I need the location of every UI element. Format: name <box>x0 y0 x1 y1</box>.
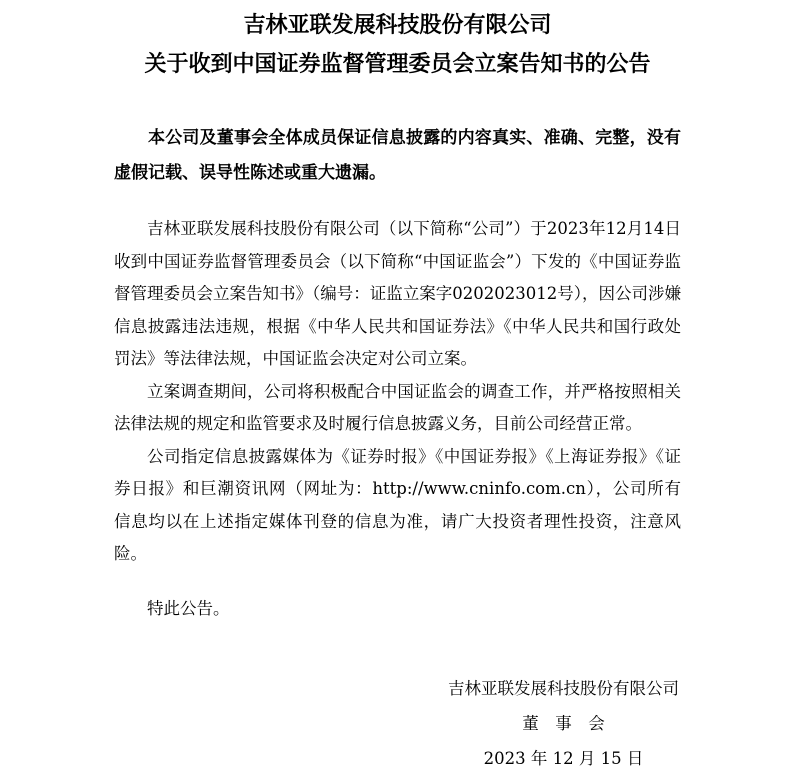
signature-board-of-directors: 董 事 会 <box>522 713 605 733</box>
company-name-title: 吉林亚联发展科技股份有限公司 <box>243 12 552 38</box>
paragraph-investigation-cooperation: 立案调查期间，公司将积极配合中国证监会的调查工作，并严格按照相关法律法规的规定和监管要求及时履行信息披露义务，目前公司经营正常。 <box>114 381 681 433</box>
signature-block <box>448 671 679 776</box>
announcement-title: 关于收到中国证券监督管理委员会立案告知书的公告 <box>144 51 651 77</box>
signature-company-name: 吉林亚联发展科技股份有限公司 <box>448 678 679 698</box>
paragraph-case-filing-notice: 吉林亚联发展科技股份有限公司（以下简称“公司”）于2023年12月14日收到中国证券监督管理委员会（以下简称“中国证监会”）下发的《中国证券监督管理委员会立案告知书》（编号：证监立案字0202023012号），因公司涉嫌信息披露违法违规，根据《中华人民共和国证券法》《中华人民共和国行政处罚法》等法律法规，中国证监会决定对公司立案。 <box>114 219 681 368</box>
signature-date: 2023 年 12 月 15 日 <box>483 748 644 768</box>
closing-statement: 特此公告。 <box>147 598 230 618</box>
disclaimer-statement: 本公司及董事会全体成员保证信息披露的内容真实、准确、完整，没有虚假记载、误导性陈述或重大遗漏。 <box>114 128 681 183</box>
paragraph-disclosure-media: 公司指定信息披露媒体为《证券时报》《中国证券报》《上海证券报》《证券日报》和巨潮资讯网（网址为：http://www.cninfo.com.cn），公司所有信息均以在上述指定媒体刊登的信息为准，请广大投资者理性投资，注意风险。 <box>114 446 681 563</box>
announcement-body <box>114 213 681 571</box>
